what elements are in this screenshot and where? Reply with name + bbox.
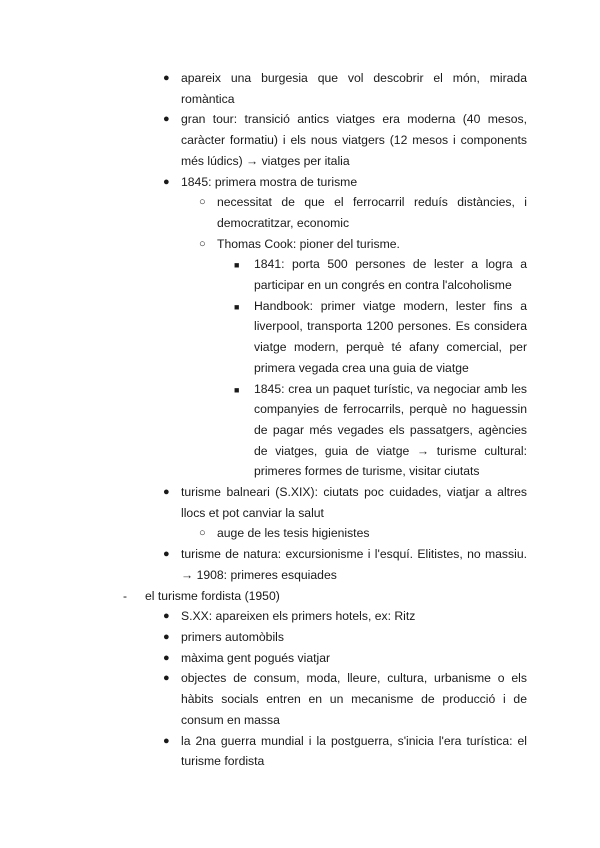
list-item-text: el turisme fordista (1950): [145, 588, 280, 603]
circle-marker: ○: [199, 527, 206, 540]
list-item: [0, 544, 600, 585]
list-item: [0, 731, 600, 772]
list-item: [0, 668, 600, 730]
list-item-text: S.XX: apareixen els primers hotels, ex: Ritz: [181, 609, 416, 624]
list-item-text: necessitat de que el ferrocarril reduís distàncies, i democratitzar, economic: [217, 195, 527, 230]
list-item: [0, 586, 600, 607]
bullet-marker: ●: [163, 72, 170, 84]
list-item: [0, 234, 600, 255]
bullet-marker: ●: [163, 175, 170, 188]
list-item: [0, 192, 600, 233]
bullet-marker: ●: [163, 548, 170, 561]
list-item-text: Thomas Cook: pioner del turisme.: [217, 236, 400, 251]
square-marker: ■: [234, 301, 240, 312]
bullet-marker: ●: [163, 610, 170, 623]
list-item-text: la 2na guerra mundial i la postguerra, s'inicia l'era turística: el turisme fordista: [181, 733, 527, 769]
circle-marker: ○: [199, 237, 206, 250]
square-marker: ■: [234, 260, 240, 271]
list-item-text: objectes de consum, moda, lleure, cultura, urbanisme o els hàbits socials entren en un mecanisme de producció i de consum en massa: [181, 671, 527, 727]
list-item: [0, 254, 600, 295]
list-item-text: Handbook: primer viatge modern, lester fins a liverpool, transporta 1200 persones. Es considera viatge modern, perquè té afany comercial, per primera vegada crea una guia de viatge: [254, 298, 527, 375]
list-item: [0, 648, 600, 669]
list-item-text: apareix una burgesia que vol descobrir el món, mirada romàntica: [181, 71, 527, 106]
list-item-text: 1845: primera mostra de turisme: [181, 174, 358, 189]
list-item-text: gran tour: transició antics viatges era moderna (40 mesos, caràcter formatiu) i els nous viatgers (12 mesos i components més lúdics) → viatges per italia: [181, 112, 527, 168]
list-item-text: primers automòbils: [181, 629, 284, 644]
list-item-text: turisme de natura: excursionisme i l'esquí. Elitistes, no massiu. → 1908: primeres esquiades: [181, 547, 527, 582]
list-item: [0, 172, 600, 193]
list-item-text: 1841: porta 500 persones de lester a logra a participar en un congrés en contra l'alcoholisme: [254, 257, 527, 293]
list-item-text: màxima gent pogués viatjar: [181, 650, 331, 665]
bullet-marker: ●: [163, 651, 170, 664]
list-item: [0, 627, 600, 648]
square-marker: ■: [234, 384, 240, 395]
list-item: [0, 109, 600, 171]
bullet-marker: ●: [163, 113, 170, 126]
circle-marker: ○: [199, 196, 206, 209]
list-item-text: 1845: crea un paquet turístic, va negociar amb les companyies de ferrocarrils, perquè no haguessin de pagar més vegades els passatgers, agències de viatges, guia de viatge → turisme cultural: primeres formes de turisme, visitar ciutats: [254, 381, 527, 479]
document-page: [0, 68, 600, 772]
list-item: [0, 523, 600, 544]
dash-marker: -: [123, 588, 127, 603]
bullet-marker: ●: [163, 734, 170, 747]
bullet-marker: ●: [163, 672, 170, 685]
list-item: [0, 296, 600, 379]
bullet-marker: ●: [163, 486, 170, 499]
bullet-marker: ●: [163, 630, 170, 643]
list-item: [0, 68, 600, 109]
list-item-text: auge de les tesis higienistes: [217, 526, 370, 541]
list-item: [0, 379, 600, 483]
list-item: [0, 482, 600, 523]
list-item: [0, 606, 600, 627]
list-item-text: turisme balneari (S.XIX): ciutats poc cuidades, viatjar a altres llocs et pot canviar la salut: [181, 485, 527, 520]
